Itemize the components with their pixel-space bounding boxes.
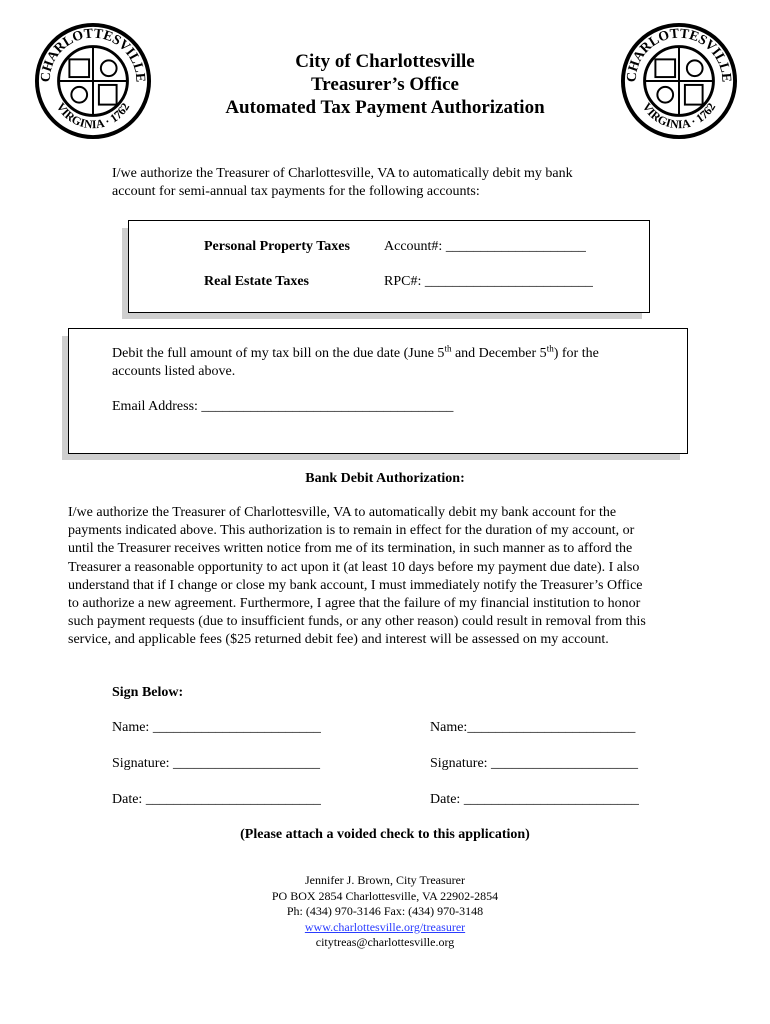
footer-website-link[interactable]: www.charlottesville.org/treasurer [304,919,466,934]
attach-check-note: (Please attach a voided check to this application) [240,827,530,842]
footer-address: PO BOX 2854 Charlottesville, VA 22902-2854 [271,888,499,903]
seal-top-text: CHARLOTTESVILLE [37,25,149,83]
footer-website-row [0,920,770,936]
authorization-line: service, and applicable fees ($25 returned debit fee) and interest will be assessed on my account. [68,632,609,648]
date-field-right[interactable]: Date: _________________________ [430,792,639,807]
debit-line2: accounts listed above. [112,364,236,379]
debit-sup-december: th [546,343,554,354]
authorization-line: such payment requests (due to insufficient funds, or any other reason) could result in removal from this [68,614,646,630]
authorization-line: understand that if I change or close my bank account, I must immediately notify the Treasurer’s Office [68,577,643,593]
seal-bottom-text: VIRGINIA · 1762 [639,100,719,132]
debit-line1-part-b: and December 5 [451,346,547,361]
sign-below-heading: Sign Below: [112,685,184,700]
authorization-line: I/we authorize the Treasurer of Charlottesville, VA to automatically debit my bank account for the [68,505,617,520]
authorization-line: until the Treasurer receives written notice from me of its termination, in such manner as to afford the [68,541,633,557]
footer-phone-fax: Ph: (434) 970-3146 Fax: (434) 970-3148 [286,904,484,918]
name-field-right[interactable]: Name:________________________ [430,720,636,735]
seal-bottom-text: VIRGINIA · 1762 [53,100,133,132]
intro-line2: account for semi-annual tax payments for the following accounts: [112,184,480,199]
name-field-left[interactable]: Name: ________________________ [112,720,321,735]
document-title-line1: City of Charlottesville [295,51,475,72]
authorization-line: to authorize a new agreement. Furthermore, I agree that the failure of my financial institution to honor [68,596,641,612]
authorization-paragraph [68,504,702,650]
accounts-box [128,220,650,313]
real-estate-label: Real Estate Taxes [204,274,309,289]
seal-top-text: CHARLOTTESVILLE [623,25,735,83]
authorization-line: Treasurer a reasonable opportunity to act upon it (at least 10 days before my payment due date). I also [68,559,640,575]
document-title-line3: Automated Tax Payment Authorization [225,97,545,118]
authorization-line: payments indicated above. This authorization is to remain in effect for the duration of my account, or [68,523,635,539]
authorization-heading: Bank Debit Authorization: [305,471,465,486]
debit-line1-part-c: ) for the [553,346,599,361]
email-address-field[interactable]: Email Address: ____________________________________ [112,399,454,414]
date-field-left[interactable]: Date: _________________________ [112,792,321,807]
signature-field-right[interactable]: Signature: _____________________ [430,756,639,771]
account-number-field[interactable]: Account#: ____________________ [384,239,586,254]
footer-email: citytreas@charlottesville.org [315,935,455,949]
debit-sup-june: th [444,343,452,354]
document-title-line2: Treasurer’s Office [311,74,459,95]
signature-field-left[interactable]: Signature: _____________________ [112,756,321,771]
personal-property-label: Personal Property Taxes [204,239,350,254]
intro-line1: I/we authorize the Treasurer of Charlottesville, VA to automatically debit my bank [112,166,573,181]
debit-line1 [112,345,599,363]
footer-treasurer-name: Jennifer J. Brown, City Treasurer [305,873,465,887]
rpc-number-field[interactable]: RPC#: ________________________ [384,274,593,289]
debit-line1-part-a: Debit the full amount of my tax bill on the due date (June 5 [112,346,445,361]
